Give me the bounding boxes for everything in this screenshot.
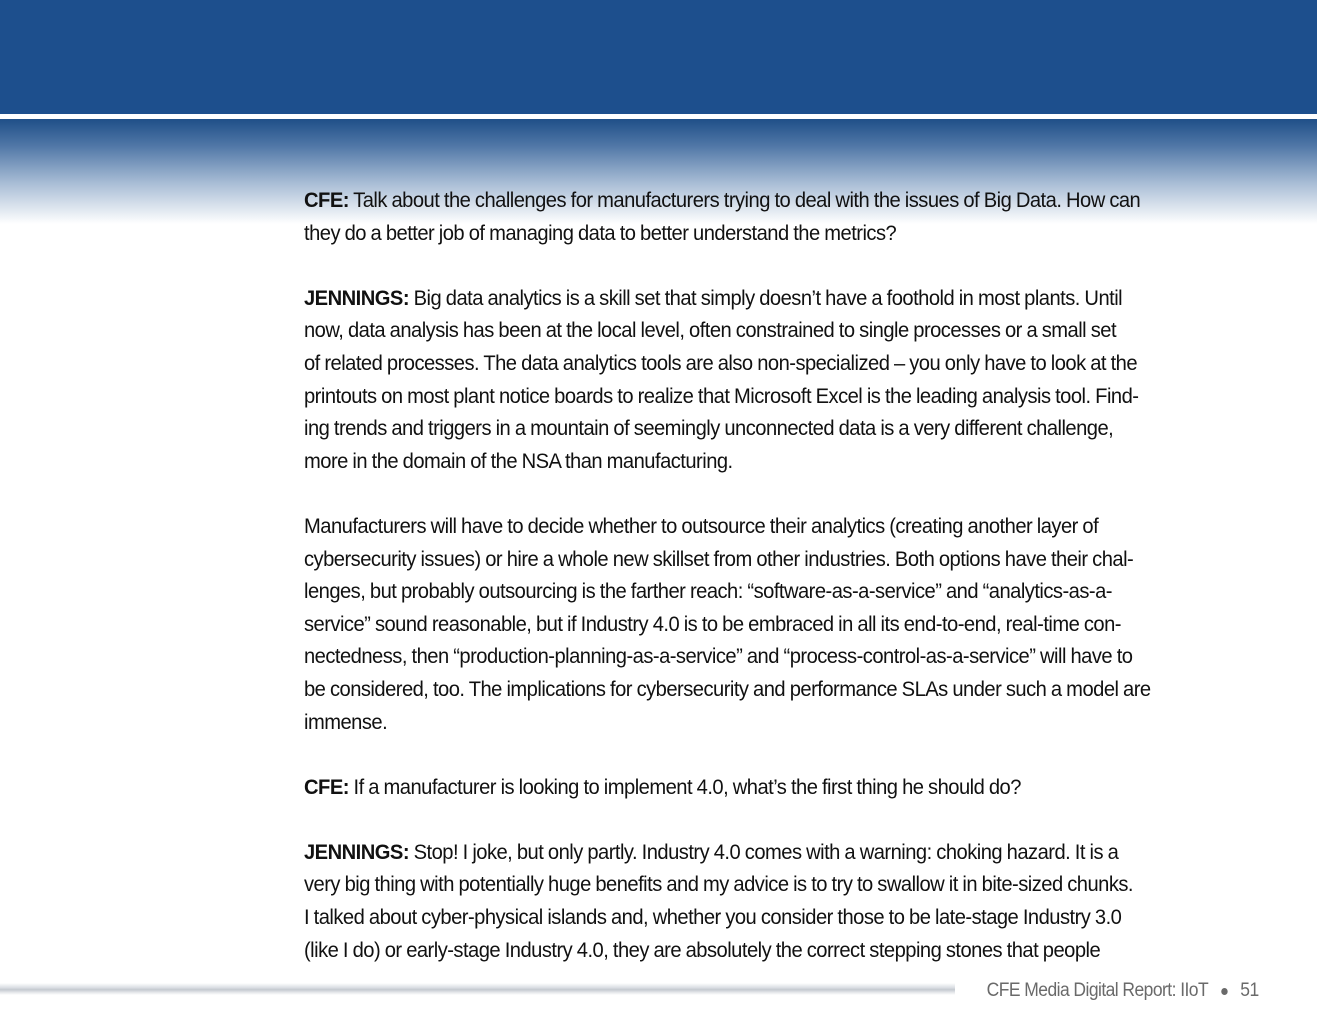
page-footer bbox=[987, 979, 1259, 1003]
paragraph-jennings-continued bbox=[304, 511, 1230, 739]
bullet-icon bbox=[1221, 988, 1227, 995]
paragraph-text: Big data analytics is a skill set that simply doesn’t have a foothold in most plants. Until now, data analysis has been at the local level, often constrained to single processes or a small set of related processes. The data analytics tools are also non-specialized – you only have to look at the printouts on most plant notice boards to realize that Microsoft Excel is the leading analysis tool. Find- ing trends and triggers in a mountain of seemingly unconnected data is a very different challenge, more in the domain of the NSA than manufacturing. bbox=[304, 286, 1139, 473]
paragraph-text: Stop! I joke, but only partly. Industry 4.0 comes with a warning: choking hazard. It is a very big thing with potentially huge benefits and my advice is to try to swallow it in bite-sized chunks. I talked about cyber-physical islands and, whether you consider those to be late-stage Industry 3.0 (like I do) or early-stage Industry 4.0, they are absolutely the correct stepping stones that people bbox=[304, 840, 1134, 962]
header-band bbox=[0, 0, 1317, 114]
paragraph-text: If a manufacturer is looking to implement 4.0, what’s the first thing he should do? bbox=[348, 775, 1021, 799]
page-number: 51 bbox=[1240, 980, 1259, 1001]
paragraph-cfe-question-2 bbox=[304, 772, 1230, 805]
paragraph-jennings-answer-1 bbox=[304, 283, 1230, 479]
speaker-label: CFE: bbox=[304, 775, 349, 799]
paragraph-jennings-answer-2 bbox=[304, 837, 1230, 967]
report-title: CFE Media Digital Report: IIoT bbox=[987, 980, 1209, 1001]
paragraph-text: Manufacturers will have to decide whether to outsource their analytics (creating another layer of cybersecurity issues) or hire a whole new skillset from other industries. Both options have their chal- lenges, but probably outsourcing is the farther reach: “software-as-a-service” and “analytics-as-a- service” sound reasonable, but if Industry 4.0 is to be embraced in all its end-to-end, real-time con- nectedness, then “production-planning-as-a-service” and “process-control-as-a-service” will have to be considered, too. The implications for cybersecurity and performance SLAs under such a model are immense. bbox=[304, 514, 1151, 734]
speaker-label: JENNINGS: bbox=[304, 840, 410, 864]
speaker-label: JENNINGS: bbox=[304, 286, 410, 310]
paragraph-text: Talk about the challenges for manufacturers trying to deal with the issues of Big Data. How can they do a better job of managing data to better understand the metrics? bbox=[304, 189, 1141, 245]
article-body bbox=[304, 185, 1230, 1000]
footer-rule bbox=[0, 983, 955, 995]
speaker-label: CFE: bbox=[304, 189, 349, 212]
paragraph-cfe-question-1 bbox=[304, 185, 1230, 250]
